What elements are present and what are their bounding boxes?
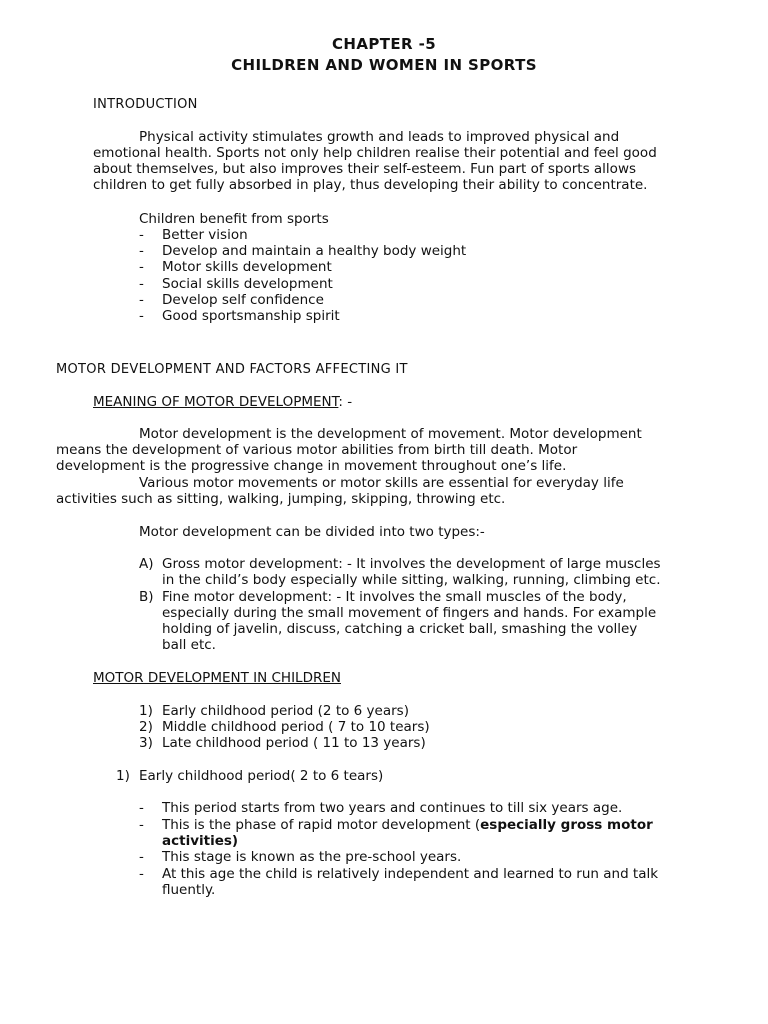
early-point: This period starts from two years and continues to till six years age. (162, 800, 623, 816)
benefit-item: Motor skills development (162, 259, 332, 275)
benefit-item: Develop and maintain a healthy body weight (162, 243, 467, 259)
dash-bullet: - (139, 292, 144, 308)
period-marker: 1) (139, 703, 153, 719)
dash-bullet: - (139, 800, 144, 816)
type-line: Fine motor development: - It involves the small muscles of the body, (162, 589, 627, 605)
benefit-item: Social skills development (162, 276, 333, 292)
meaning-line: development is the progressive change in movement throughout one’s life. (56, 458, 567, 474)
early-heading: Early childhood period( 2 to 6 tears) (139, 768, 384, 784)
chapter-number: CHAPTER -5 (331, 35, 437, 53)
dash-bullet: - (139, 308, 144, 324)
early-point-bold: especially gross motor (480, 817, 653, 833)
type-marker: B) (139, 589, 154, 605)
motor-development-heading: MOTOR DEVELOPMENT AND FACTORS AFFECTING IT (56, 362, 408, 377)
chapter-title: CHILDREN AND WOMEN IN SPORTS (231, 56, 537, 74)
type-line: holding of javelin, discuss, catching a cricket ball, smashing the volley (162, 621, 638, 637)
benefit-item: Better vision (162, 227, 248, 243)
dash-bullet: - (139, 227, 144, 243)
early-point: This stage is known as the pre-school years. (162, 849, 462, 865)
dash-bullet: - (139, 259, 144, 275)
period-marker: 3) (139, 735, 153, 751)
intro-line: about themselves, but also improves their self-esteem. Fun part of sports allows (93, 161, 637, 177)
early-point: fluently. (162, 882, 216, 898)
intro-line: children to get fully absorbed in play, thus developing their ability to concentrate. (93, 177, 648, 193)
period-item: Middle childhood period ( 7 to 10 tears) (162, 719, 430, 735)
meaning-heading-suffix: : - (338, 394, 353, 410)
period-item: Early childhood period (2 to 6 years) (162, 703, 409, 719)
types-intro: Motor development can be divided into two types:- (139, 524, 485, 540)
meaning-line: means the development of various motor abilities from birth till death. Motor (56, 442, 578, 458)
early-point: At this age the child is relatively independent and learned to run and talk (162, 866, 659, 882)
type-line: ball etc. (162, 637, 216, 653)
meaning-heading-text: MEANING OF MOTOR DEVELOPMENT (93, 394, 339, 410)
type-marker: A) (139, 556, 154, 572)
type-line: in the child’s body especially while sitting, walking, running, climbing etc. (162, 572, 661, 588)
dash-bullet: - (139, 866, 144, 882)
dash-bullet: - (139, 817, 144, 833)
intro-line: emotional health. Sports not only help children realise their potential and feel good (93, 145, 657, 161)
early-marker: 1) (116, 768, 130, 784)
intro-line: Physical activity stimulates growth and leads to improved physical and (139, 129, 620, 145)
benefit-item: Develop self confidence (162, 292, 324, 308)
period-marker: 2) (139, 719, 153, 735)
meaning-line: activities such as sitting, walking, jumping, skipping, throwing etc. (56, 491, 506, 507)
meaning-heading (93, 394, 352, 410)
introduction-heading: INTRODUCTION (93, 97, 198, 112)
benefit-item: Good sportsmanship spirit (162, 308, 340, 324)
dash-bullet: - (139, 849, 144, 865)
period-item: Late childhood period ( 11 to 13 years) (162, 735, 426, 751)
meaning-line: Motor development is the development of movement. Motor development (139, 426, 642, 442)
early-point (162, 817, 653, 833)
dash-bullet: - (139, 276, 144, 292)
meaning-line: Various motor movements or motor skills are essential for everyday life (139, 475, 624, 491)
type-line: Gross motor development: - It involves the development of large muscles (162, 556, 661, 572)
early-point-text: This is the phase of rapid motor development ( (162, 817, 481, 833)
children-heading: MOTOR DEVELOPMENT IN CHILDREN (93, 670, 341, 686)
early-point-bold: activities) (162, 833, 239, 849)
early-point-continuation (162, 833, 238, 849)
dash-bullet: - (139, 243, 144, 259)
type-line: especially during the small movement of fingers and hands. For example (162, 605, 657, 621)
benefits-heading: Children benefit from sports (139, 211, 329, 227)
